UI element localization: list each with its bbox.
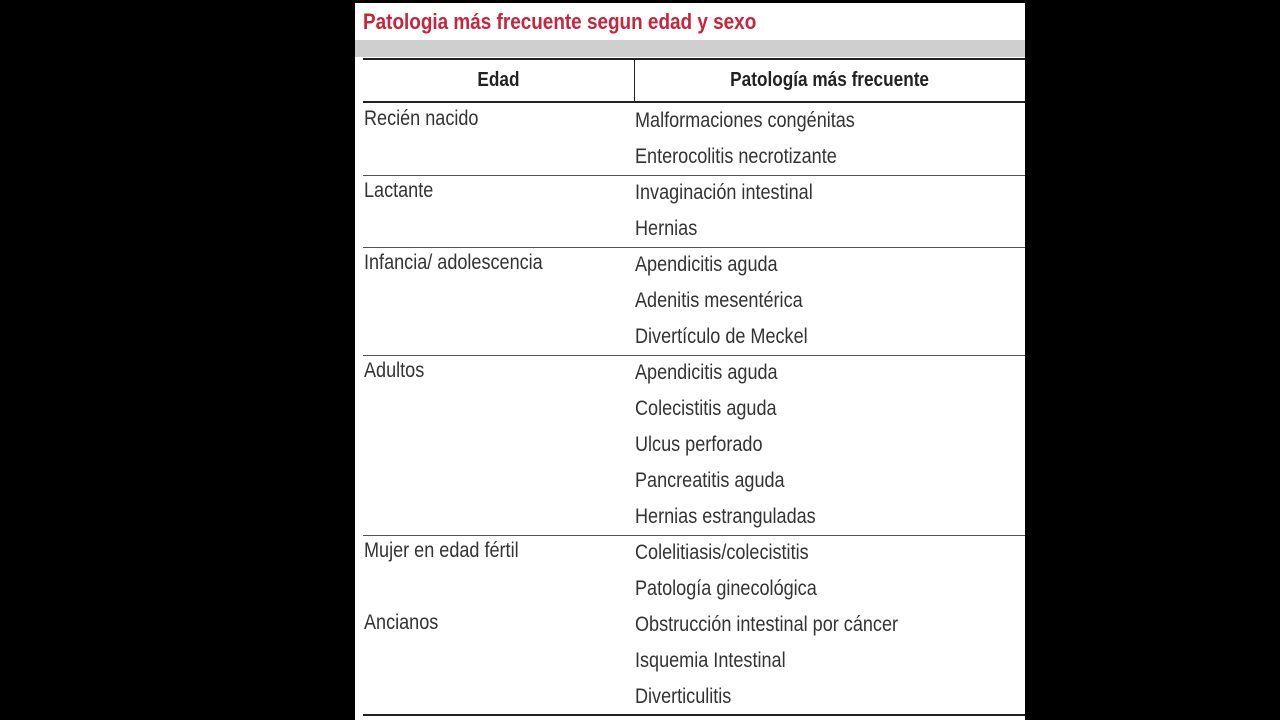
pathology-item: Colelitiasis/colecistitis	[635, 541, 809, 564]
pathology-list	[635, 611, 941, 719]
column-header-edad: Edad	[477, 69, 520, 91]
pathology-item: Apendicitis aguda	[635, 361, 778, 384]
pathology-item: Divertículo de Meckel	[635, 325, 808, 348]
pathology-list	[635, 359, 845, 539]
age-cell: Infancia/ adolescencia	[364, 251, 543, 274]
table-row	[363, 607, 1025, 715]
slide	[355, 3, 1025, 720]
pathology-list	[635, 539, 846, 611]
table-title: Patologia más frecuente segun edad y sexo	[363, 9, 757, 34]
pathology-item: Ulcus perforado	[635, 433, 763, 456]
pathology-item: Isquemia Intestinal	[635, 649, 786, 672]
pathology-item: Obstrucción intestinal por cáncer	[635, 613, 898, 636]
age-cell: Lactante	[364, 179, 434, 202]
title-band	[355, 40, 1025, 57]
pathology-item: Pancreatitis aguda	[635, 469, 785, 492]
pathology-list	[635, 107, 891, 179]
table-bottom-rule	[363, 714, 1025, 716]
column-header-patologia: Patología más frecuente	[730, 69, 930, 91]
pathology-item: Invaginación intestinal	[635, 181, 813, 204]
age-cell: Mujer en edad fértil	[364, 539, 519, 562]
pathology-list	[635, 251, 836, 359]
age-cell: Adultos	[364, 359, 425, 382]
pathology-item: Malformaciones congénitas	[635, 109, 855, 132]
table-row	[363, 103, 1025, 176]
header-top-rule	[363, 58, 1025, 60]
pathology-item: Hernias estranguladas	[635, 505, 816, 528]
pathology-item: Adenitis mesentérica	[635, 289, 803, 312]
pathology-item: Colecistitis aguda	[635, 397, 777, 420]
age-cell: Ancianos	[364, 611, 439, 634]
pathology-item: Hernias	[635, 217, 698, 240]
pathology-item: Enterocolitis necrotizante	[635, 145, 837, 168]
age-cell: Recién nacido	[364, 107, 479, 130]
pathology-item: Patología ginecológica	[635, 577, 817, 600]
pathology-item: Diverticulitis	[635, 685, 732, 708]
table-row	[363, 535, 1025, 607]
pathology-item: Apendicitis aguda	[635, 253, 778, 276]
pathology-list	[635, 179, 842, 251]
table-row	[363, 175, 1025, 248]
table-row	[363, 355, 1025, 536]
table-row	[363, 247, 1025, 356]
